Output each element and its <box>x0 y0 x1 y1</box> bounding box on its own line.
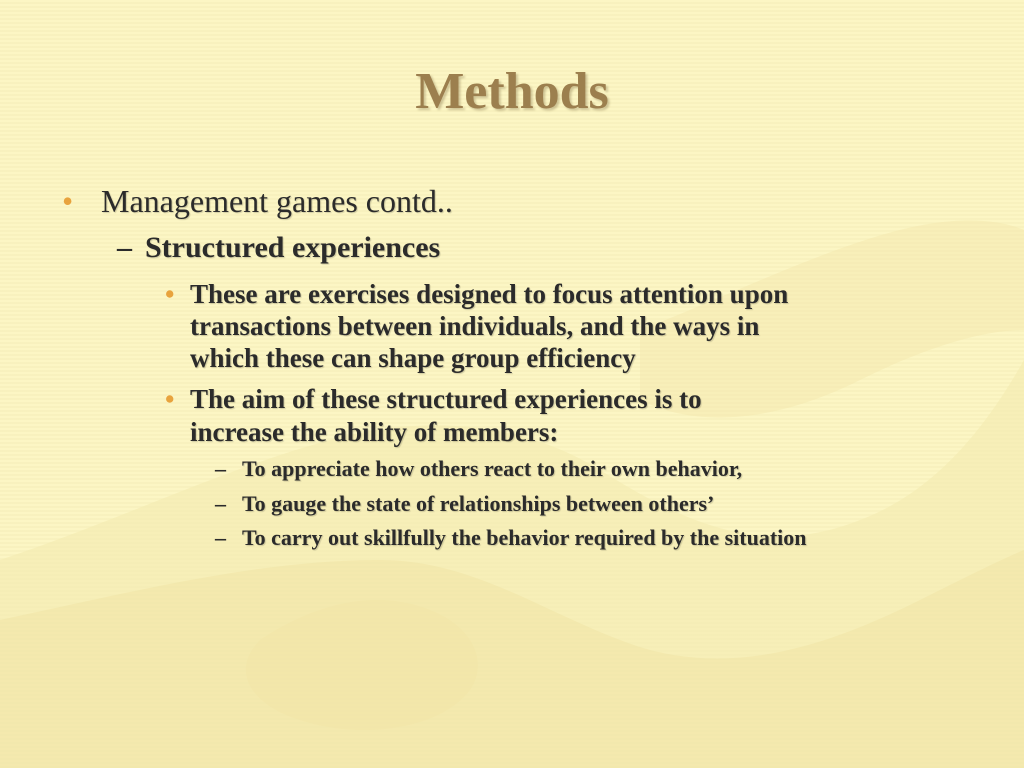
bullet-level4-text: To appreciate how others react to their own behavior, <box>242 456 743 481</box>
bullet-level3-line: The aim of these structured experiences is to <box>190 384 702 414</box>
bullet-level3-line: These are exercises designed to focus attention upon <box>190 279 789 309</box>
dash-marker-icon: – <box>215 456 226 481</box>
dash-marker-icon: – <box>117 231 132 264</box>
bullet-level3-line: increase the ability of members: <box>190 417 559 447</box>
bullet-level2-text: Structured experiences <box>145 231 441 264</box>
bullet-level4-text: To gauge the state of relationships between others’ <box>242 491 715 516</box>
bullet-level4-text: To carry out skillfully the behavior required by the situation <box>242 525 807 550</box>
bullet-dot-icon: • <box>62 183 74 219</box>
bullet-level1-text: Management games contd.. <box>101 183 453 219</box>
bullet-dot-icon: • <box>165 279 175 309</box>
dash-marker-icon: – <box>215 525 226 550</box>
bullet-level3-line: transactions between individuals, and the ways in <box>190 311 760 341</box>
dash-marker-icon: – <box>215 491 226 516</box>
bullet-dot-icon: • <box>165 384 175 414</box>
slide-title: Methods <box>415 63 609 120</box>
bullet-level3-line: which these can shape group efficiency <box>190 343 636 373</box>
